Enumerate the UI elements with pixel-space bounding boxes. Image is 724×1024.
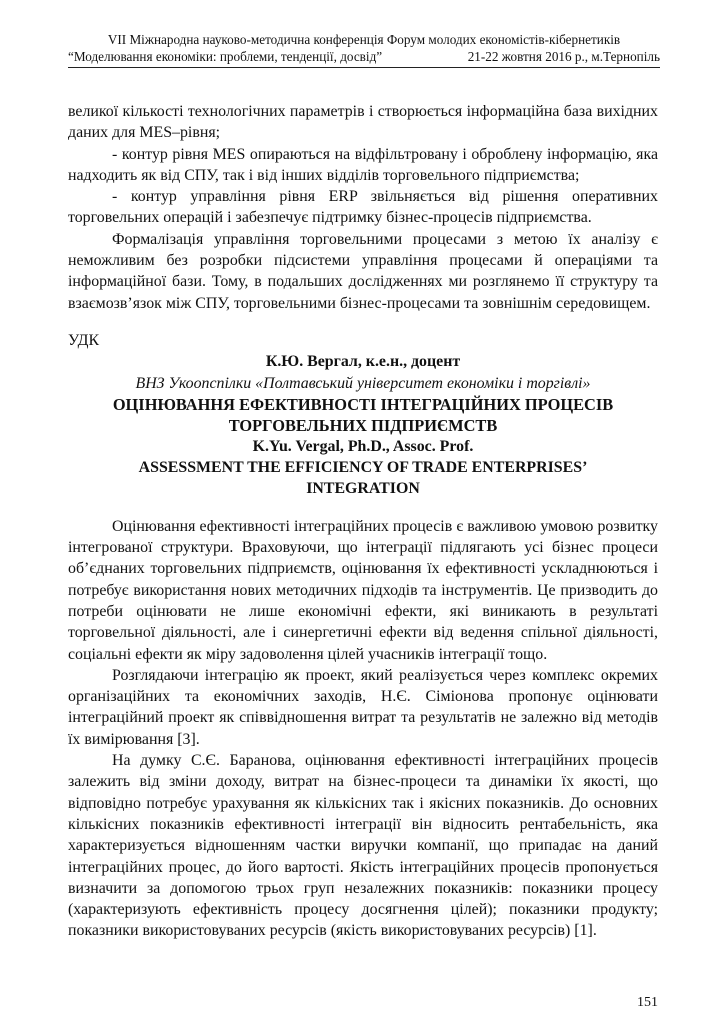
affiliation: ВНЗ Укоопспілки «Полтавський університет економіки і торгівлі» — [135, 374, 591, 392]
header-second-line — [68, 48, 660, 65]
header-conference-title: “Моделювання економіки: проблеми, тенденції, досвід” — [68, 49, 383, 64]
body-paragraph: На думку С.Є. Баранова, оцінювання ефективності інтеграційних процесів залежить від зміни доходу, витрат на бізнес-процеси та динаміки їх якості, що відповідно потребує урахування як кількісних так і якісних показників. До основних кількісних показників ефективності інтеграції він відносить рентабельність, яка характеризується відношенням частки виручки компанії, що припадає на даний інтеграційних процес, до його вартості. Якість інтеграційних процесів пропонується визначити за допомогою трьох груп незалежних показників: показники процесу (характеризують ефективність процесу досягнення цілей); показники продукту; показники використовуваних ресурсів (якість використовуваних ресурсів) [1]. — [68, 752, 658, 940]
body-paragraph: Оцінювання ефективності інтеграційних процесів є важливою умовою розвитку інтегрованої структури. Враховуючи, що інтеграції підлягають усі бізнес процеси об’єднаних торговельних підприємств, оцінювання їх ефективності ускладнюються і потребує використання нових методичних підходів та інструментів. Це призводить до потреби оцінювати не лише економічні ефекти, які виникають в результаті торговельної діяльності, але і синергетичні ефекти від ведення спільної діяльності, соціальні ефекти як міру задоволення цілей учасників інтеграції тощо. — [68, 517, 658, 663]
article-title-ua-line2: ТОРГОВЕЛЬНИХ ПІДПРИЄМСТВ — [228, 415, 498, 435]
udk-label: УДК — [68, 331, 100, 349]
bullet-paragraph: - контур рівня MES опираються на відфільтровану і оброблену інформацію, яка надходить як від СПУ, так і від інших відділів торговельного підприємства; — [68, 145, 658, 184]
article-title-en-line1: ASSESSMENT THE EFFICIENCY OF TRADE ENTERPRISES’ — [138, 459, 588, 477]
continued-paragraph: великої кількості технологічних параметрів і створюється інформаційна база вихідних даних для MES–рівня; — [68, 103, 658, 142]
header-date-place: 21-22 жовтня 2016 р., м.Тернопіль — [467, 49, 660, 64]
bullet-paragraph: - контур управління рівня ERP звільняється від рішення оперативних торговельних операцій і забезпечує підтримку бізнес-процесів підприємства. — [68, 188, 658, 227]
conclusion-paragraph: Формалізація управління торговельними процесами з метою їх аналізу є неможливим без розробки підсистеми управління процесами й операціями та інформаційної бази. Тому, в подальших дослідженнях ми розглянемо її структуру та взаємозв’язок між СПУ, торговельними бізнес-процесами та зовнішнім середовищем. — [68, 230, 658, 312]
body-paragraph: Розглядаючи інтеграцію як проект, який реалізується через комплекс окремих організаційних та економічних заходів, Н.Є. Сіміонова пропонує оцінювати інтеграційний проект як співвідношення витрат та результатів не залежно від методів їх вимірювання [3]. — [68, 666, 658, 748]
article-title-ua-line1: ОЦІНЮВАННЯ ЕФЕКТИВНОСТІ ІНТЕГРАЦІЙНИХ ПРОЦЕСІВ — [112, 394, 614, 414]
header-conference-line: VII Міжнародна науково-методична конференція Форум молодих економістів-кібернетиків — [107, 32, 621, 47]
article-title-en-line2: INTEGRATION — [306, 480, 420, 498]
page-content — [68, 101, 658, 942]
running-header — [68, 31, 660, 68]
page-number: 151 — [637, 995, 658, 1010]
author-en: K.Yu. Vergal, Ph.D., Assoc. Prof. — [252, 437, 474, 455]
author-ua: К.Ю. Вергал, к.е.н., доцент — [265, 353, 461, 371]
